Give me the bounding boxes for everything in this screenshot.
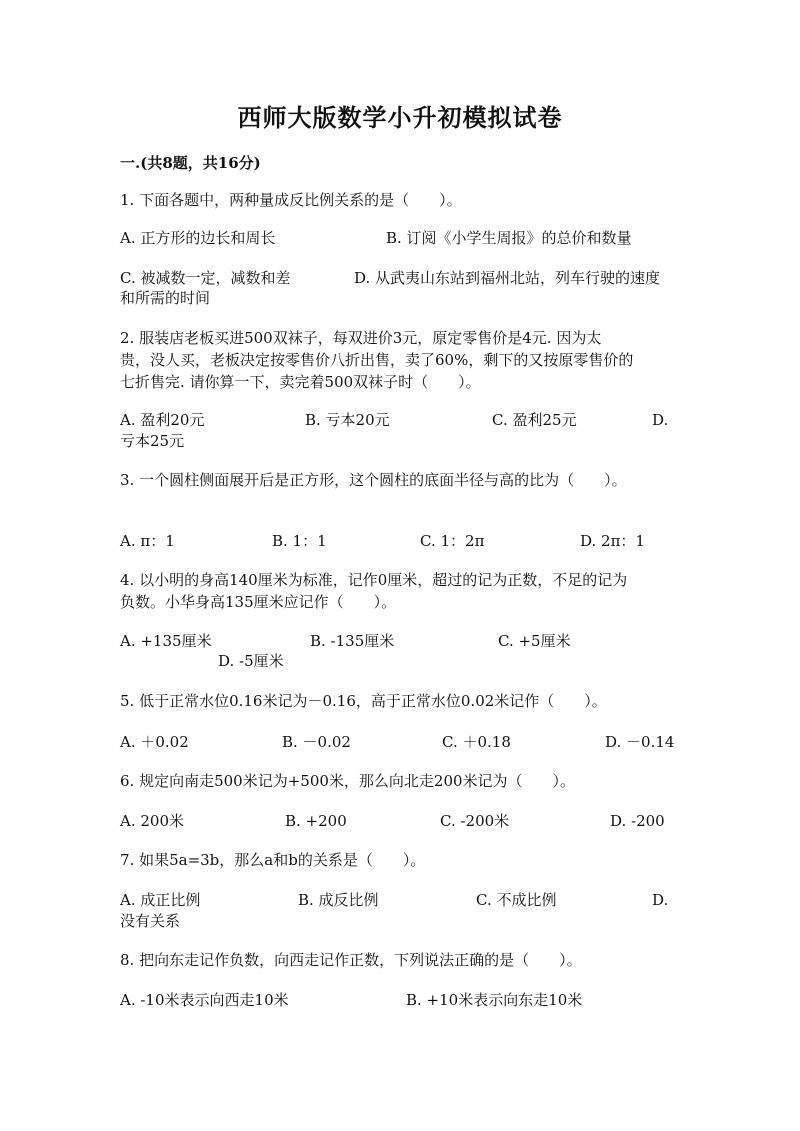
question-4-text-line-2: 负数。小华身高135厘米应记作（ ）。	[120, 593, 397, 611]
section-heading: 一.(共8题，共16分)	[120, 154, 261, 172]
question-7-option-d: D.	[652, 891, 669, 909]
question-5-text: 5. 低于正常水位0.16米记为－0.16，高于正常水位0.02米记作（ ）。	[120, 692, 607, 710]
page-title: 西师大版数学小升初模拟试卷	[237, 103, 563, 132]
question-6-option-b: B. +200	[285, 812, 347, 830]
question-4-text-line-1: 4. 以小明的身高140厘米为标准，记作0厘米，超过的记为正数，不足的记为	[120, 571, 628, 589]
question-3-text: 3. 一个圆柱侧面展开后是正方形，这个圆柱的底面半径与高的比为（ ）。	[120, 471, 627, 489]
question-7-option-c: C. 不成比例	[476, 891, 557, 909]
question-1-option-c: C. 被减数一定，减数和差	[120, 269, 291, 287]
question-2-text-line-3: 七折售完. 请你算一下，卖完着500双袜子时（ ）。	[120, 373, 481, 391]
question-2-text-line-2: 贵，没人买，老板决定按零售价八折出售，卖了60%，剩下的又按原零售价的	[120, 351, 634, 369]
question-1-option-b: B. 订阅《小学生周报》的总价和数量	[386, 229, 632, 247]
question-4-option-d: D. -5厘米	[218, 652, 284, 670]
question-5-option-d: D. －0.14	[605, 733, 675, 751]
question-3-option-c: C. 1：2π	[420, 532, 485, 550]
question-7-option-d-continued: 没有关系	[120, 912, 181, 930]
question-3-option-a: A. π：1	[120, 532, 175, 550]
question-7-option-b: B. 成反比例	[298, 891, 379, 909]
question-2-option-b: B. 亏本20元	[305, 411, 390, 429]
question-1-text: 1. 下面各题中，两种量成反比例关系的是（ ）。	[120, 191, 462, 209]
question-2-option-d: D.	[652, 411, 669, 429]
question-6-option-d: D. -200	[610, 812, 665, 830]
question-2-option-c: C. 盈利25元	[492, 411, 577, 429]
question-2-text-line-1: 2. 服装店老板买进500双袜子，每双进价3元，原定零售价是4元. 因为太	[120, 329, 602, 347]
question-5-option-b: B. －0.02	[282, 733, 351, 751]
question-5-option-a: A. ＋0.02	[120, 733, 189, 751]
question-7-option-a: A. 成正比例	[120, 891, 201, 909]
question-1-option-a: A. 正方形的边长和周长	[120, 229, 276, 247]
question-6-option-c: C. -200米	[440, 812, 510, 830]
question-4-option-a: A. +135厘米	[120, 632, 212, 650]
question-5-option-c: C. ＋0.18	[442, 733, 511, 751]
question-2-option-d-continued: 亏本25元	[120, 432, 185, 450]
question-8-option-b: B. +10米表示向东走10米	[406, 991, 583, 1009]
question-8-option-a: A. -10米表示向西走10米	[120, 991, 289, 1009]
question-6-option-a: A. 200米	[120, 812, 184, 830]
question-3-option-b: B. 1：1	[272, 532, 327, 550]
question-4-option-c: C. +5厘米	[498, 632, 571, 650]
question-7-text: 7. 如果5a=3b，那么a和b的关系是（ ）。	[120, 851, 426, 869]
question-4-option-b: B. -135厘米	[310, 632, 395, 650]
question-6-text: 6. 规定向南走500米记为+500米，那么向北走200米记为（ ）。	[120, 772, 576, 790]
question-8-text: 8. 把向东走记作负数，向西走记作正数，下列说法正确的是（ ）。	[120, 951, 582, 969]
question-3-option-d: D. 2π：1	[580, 532, 645, 550]
question-1-option-d: D. 从武夷山东站到福州北站，列车行驶的速度	[354, 269, 661, 287]
question-2-option-a: A. 盈利20元	[120, 411, 205, 429]
question-1-option-d-continued: 和所需的时间	[120, 289, 211, 307]
